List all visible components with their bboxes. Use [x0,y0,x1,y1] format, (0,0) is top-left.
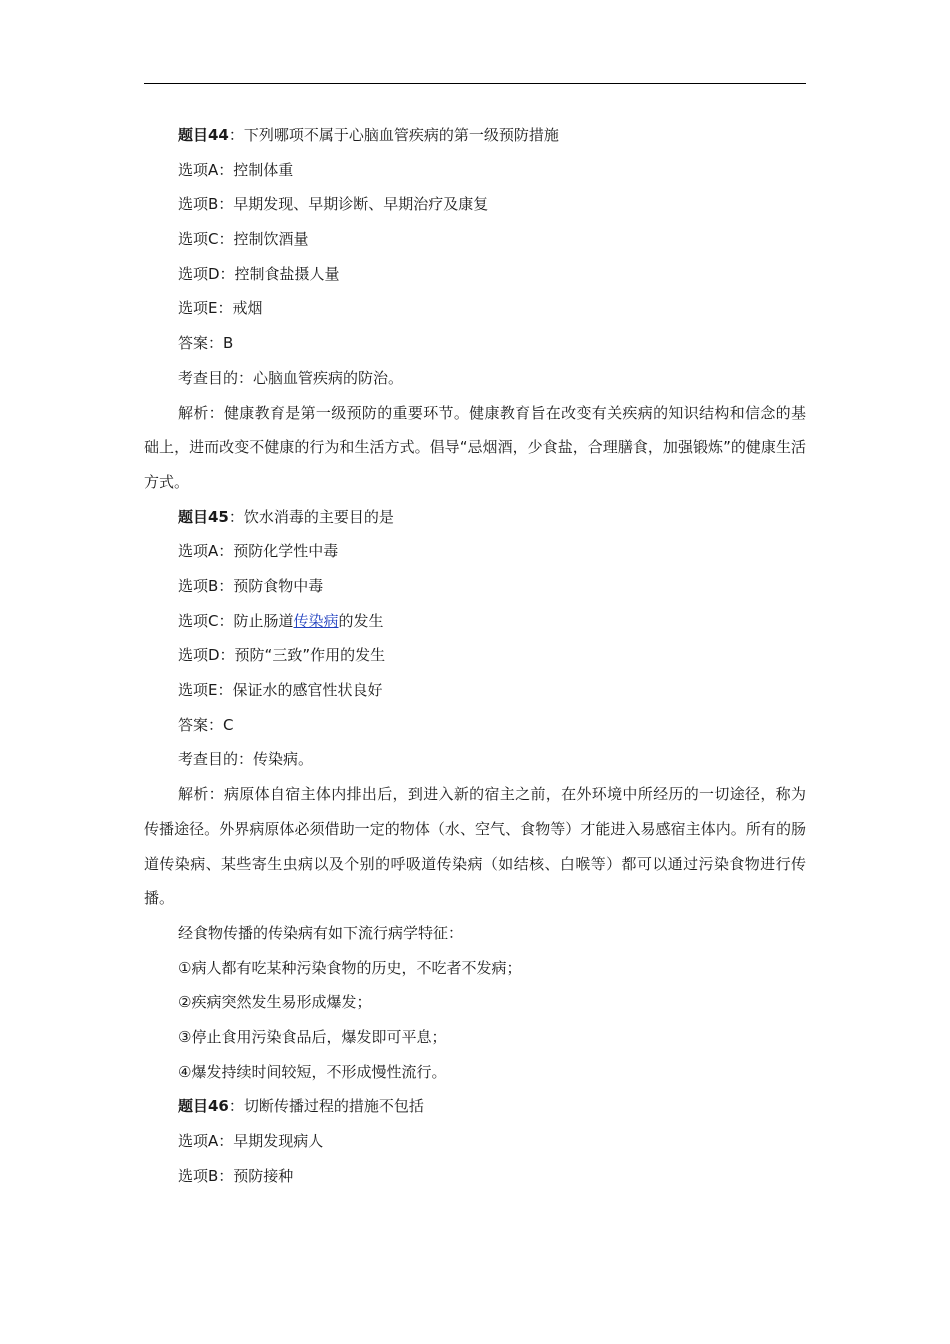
features-intro: 经食物传播的传染病有如下流行病学特征： [178,923,464,942]
question-44-option-e: 选项E：戒烟 [178,299,263,318]
question-44-analysis: 解析：健康教育是第一级预防的重要环节。健康教育旨在改变有关疾病的知识结构和信念的基础上，进而改变不健康的行为和生活方式。倡导“忌烟酒，少食盐，合理膳食，加强锻炼”的健康生活方式。 [144,403,806,491]
question-44-answer: 答案：B [178,334,234,353]
question-45-purpose: 考查目的：传染病。 [178,750,314,769]
feature-item-3: ③停止食用污染食品后，爆发即可平息； [178,1027,447,1046]
question-45-label: 题目45 [178,507,229,526]
question-44-option-b: 选项B：早期发现、早期诊断、早期治疗及康复 [178,195,489,214]
feature-item-1: ①病人都有吃某种污染食物的历史，不吃者不发病； [178,958,522,977]
question-46-label: 题目46 [178,1097,229,1116]
feature-item-4: ④爆发持续时间较短，不形成慢性流行。 [178,1062,447,1081]
infectious-disease-link[interactable]: 传染病 [293,611,339,630]
feature-item-2: ②疾病突然发生易形成爆发； [178,993,372,1012]
header-rule [144,83,806,84]
question-45-option-a: 选项A：预防化学性中毒 [178,542,339,561]
question-45-option-b: 选项B：预防食物中毒 [178,576,324,595]
question-46-text: 切断传播过程的措施不包括 [243,1097,424,1116]
question-44-option-a: 选项A：控制体重 [178,160,294,179]
question-45-answer: 答案：C [178,715,234,734]
document-body [144,118,806,1193]
question-46-option-b: 选项B：预防接种 [178,1166,294,1185]
question-46-option-a: 选项A：早期发现病人 [178,1132,324,1151]
question-45-option-e: 选项E：保证水的感官性状良好 [178,681,383,700]
question-45-title: 题目45：饮水消毒的主要目的是 [178,507,394,526]
question-46-title: 题目46：切断传播过程的措施不包括 [178,1097,424,1116]
question-45-text: 饮水消毒的主要目的是 [243,507,394,526]
question-44-text: 下列哪项不属于心脑血管疾病的第一级预防措施 [243,126,559,144]
question-44-purpose: 考查目的：心脑血管疾病的防治。 [178,368,404,387]
question-45-option-d: 选项D：预防“三致”作用的发生 [178,646,386,665]
question-44-title: 题目44：下列哪项不属于心脑血管疾病的第一级预防措施 [178,126,559,144]
question-45-analysis: 解析：病原体自宿主体内排出后，到进入新的宿主之前，在外环境中所经历的一切途径，称为传播途径。外界病原体必须借助一定的物体（水、空气、食物等）才能进入易感宿主体内。所有的肠道传染病、某些寄生虫病以及个别的呼吸道传染病（如结核、白喉等）都可以通过污染食物进行传播。 [144,785,806,908]
question-45-option-c: 选项C：防止肠道传染病的发生 [178,611,384,630]
question-44-label: 题目44 [178,126,229,144]
question-44-option-c: 选项C：控制饮酒量 [178,230,309,249]
question-44-option-d: 选项D：控制食盐摄人量 [178,264,340,283]
